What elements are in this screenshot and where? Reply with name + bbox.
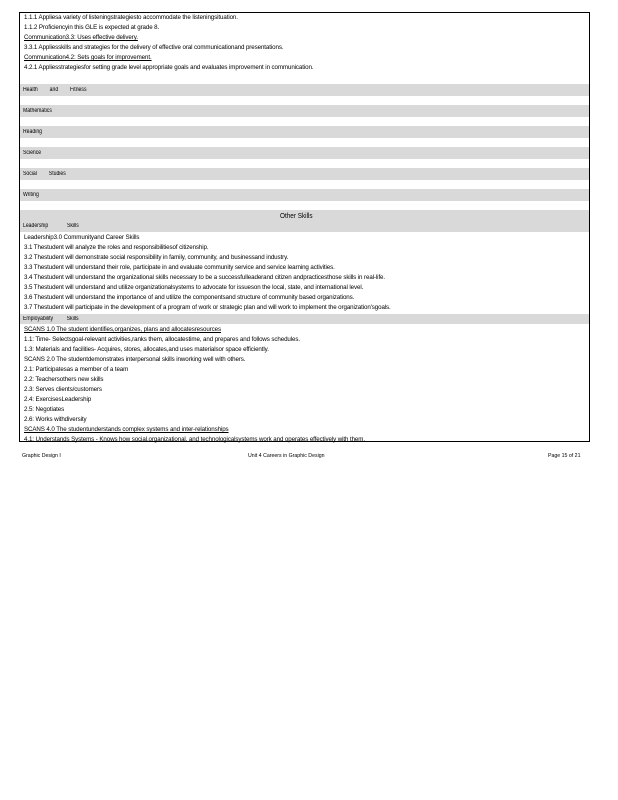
subject-bar-science: Science — [20, 147, 589, 159]
text-line: 3.4 Thestudent will understand the organizational skills necessary to be a successfulleaderand citizen andpracticesthose skills in real-life. — [24, 274, 386, 281]
text-line: 1.1.2 Proficiencyin this GLE is expected at grade 8. — [24, 24, 160, 31]
section-heading: SCANS 4.0 The studentunderstands complex systems and inter-relationships — [24, 426, 229, 433]
subject-bar-mathematics: Mathematics — [20, 105, 589, 117]
text-line: 3.5 Thestudent will understand and utilize organizationalsystems to advocate for issueson the local, state, and international level. — [24, 284, 364, 291]
other-skills-heading: Other Skills — [20, 210, 589, 221]
section-heading: Communication3.3: Uses effective delivery. — [24, 34, 138, 41]
text-line: 2.4: ExercisesLeadership — [24, 396, 92, 403]
text-line: 1.1.1 Appliesa variety of listeningstrategiesto accommodate the listeningsituation. — [24, 14, 238, 21]
subject-bar-employability: Employability Skills — [20, 314, 589, 324]
text-line: 1.1: Time- Selectsgoal-relevant activities,ranks them, allocatestime, and prepares and follows schedules. — [24, 336, 300, 343]
text-line: 2.3: Serves clients/customers — [24, 386, 102, 393]
footer-unit: Unit 4 Careers in Graphic Design — [248, 453, 325, 459]
standards-table — [19, 12, 590, 442]
subject-bar-leadership: Leadership Skills — [20, 221, 589, 232]
section-heading: Communication4.2: Sets goals for improvement. — [24, 54, 152, 61]
text-line: 1.3: Materials and facilities- Acquires, stores, allocates,and uses materialsor space efficiently. — [24, 346, 269, 353]
text-line: 3.6 Thestudent will understand the importance of and utilize the componentsand structure of community based organizations. — [24, 294, 355, 301]
footer-page-number: Page 15 of 21 — [548, 453, 581, 459]
text-line: 3.7 Thestudent will participate in the development of a program of work or strategic plan and will work to implement the organization'sgoals. — [24, 304, 391, 311]
text-line: Leadership3.0 Communityand Career Skills — [24, 234, 140, 241]
subject-bar-social-studies: Social Studies — [20, 168, 589, 180]
text-line: 2.2: Teachersothers new skills — [24, 376, 104, 383]
footer-course: Graphic Design I — [22, 453, 61, 459]
text-line: 3.3.1 Appliesskills and strategies for the delivery of effective oral communicationand presentations. — [24, 44, 284, 51]
text-line: 3.2 Thestudent will demonstrate social responsibility in family, community, and businessand industry. — [24, 254, 289, 261]
text-line: 2.5: Negotiates — [24, 406, 65, 413]
text-line: SCANS 2.0 The studentdemonstrates interpersonal skills inworking well with others. — [24, 356, 246, 363]
subject-bar-reading: Reading — [20, 126, 589, 138]
subject-bar-writing: Writing — [20, 189, 589, 201]
text-line: 4.1: Understands Systems - Knows how social,organizational, and technologicalsystems work and operates effectively with them. — [24, 436, 365, 443]
text-line: 3.3 Thestudent will understand their role, participate in and evaluate community service and service learning activities. — [24, 264, 335, 271]
text-line: 3.1 Thestudent will analyze the roles and responsibilitiesof citizenship. — [24, 244, 209, 251]
text-line: 2.6: Works withdiversity — [24, 416, 87, 423]
text-line: 4.2.1 Appliesstrategiesfor setting grade level appropriate goals and evaluates improvement in communication. — [24, 64, 314, 71]
text-line: 2.1: Participatesas a member of a team — [24, 366, 129, 373]
subject-bar-health: Health and Fitness — [20, 84, 589, 96]
section-heading: SCANS 1.0 The student identifies,organizes, plans and allocatesresources — [24, 326, 221, 333]
